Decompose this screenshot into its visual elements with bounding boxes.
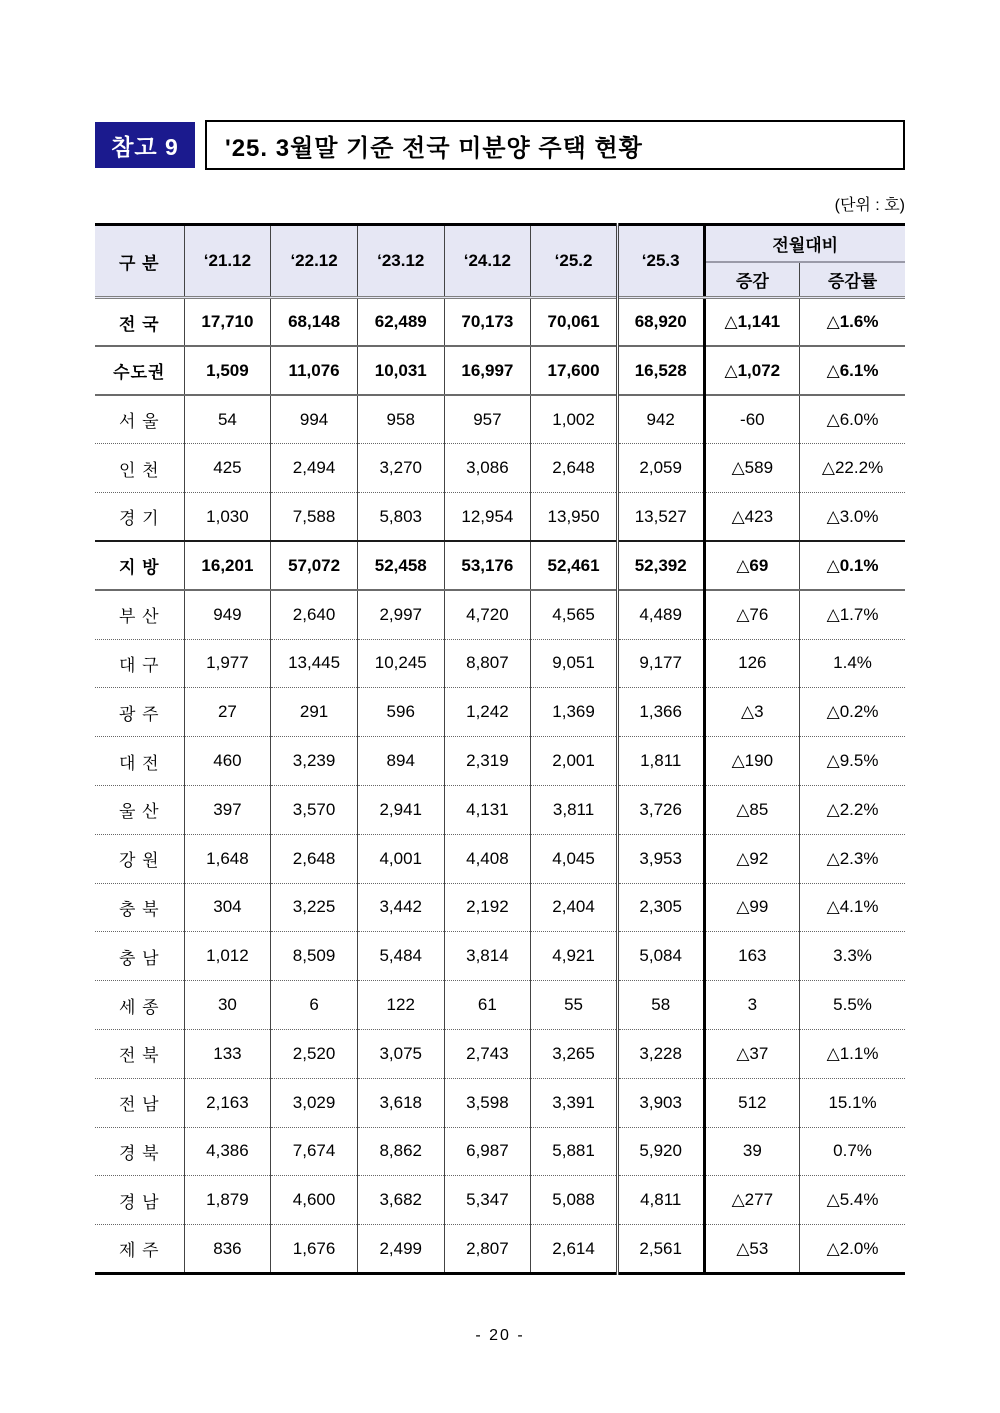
value-cell: 4,720: [444, 590, 531, 639]
value-cell: 7,588: [271, 493, 358, 542]
value-cell: 958: [357, 395, 444, 444]
value-cell: 3,075: [357, 1029, 444, 1078]
value-cell: 3,953: [617, 834, 704, 883]
region-label: 광 주: [95, 688, 184, 737]
region-label: 대 전: [95, 737, 184, 786]
value-cell: 3,682: [357, 1176, 444, 1225]
col-header-change-rate: 증감률: [800, 262, 905, 298]
table-row: [95, 639, 905, 688]
page-title: '25. 3월말 기준 전국 미분양 주택 현황: [205, 120, 905, 170]
change-value: 3: [704, 981, 800, 1030]
unit-note: (단위 : 호): [834, 197, 905, 214]
value-cell: 425: [184, 444, 271, 493]
value-cell: 4,386: [184, 1127, 271, 1176]
change-value: -60: [704, 395, 800, 444]
value-cell: 3,265: [531, 1029, 618, 1078]
value-cell: 52,461: [531, 541, 618, 590]
value-cell: 942: [617, 395, 704, 444]
change-rate-value: △2.2%: [800, 785, 905, 834]
change-value: △589: [704, 444, 800, 493]
change-value: △76: [704, 590, 800, 639]
region-label: 인 천: [95, 444, 184, 493]
value-cell: 5,920: [617, 1127, 704, 1176]
value-cell: 3,618: [357, 1078, 444, 1127]
value-cell: 17,600: [531, 346, 618, 395]
value-cell: 5,084: [617, 932, 704, 981]
region-label: 수도권: [95, 346, 184, 395]
change-rate-value: △9.5%: [800, 737, 905, 786]
value-cell: 70,061: [531, 298, 618, 347]
region-label: 경 북: [95, 1127, 184, 1176]
value-cell: 1,676: [271, 1225, 358, 1274]
value-cell: 4,811: [617, 1176, 704, 1225]
value-cell: 7,674: [271, 1127, 358, 1176]
value-cell: 596: [357, 688, 444, 737]
value-cell: 460: [184, 737, 271, 786]
value-cell: 55: [531, 981, 618, 1030]
value-cell: 3,598: [444, 1078, 531, 1127]
value-cell: 10,031: [357, 346, 444, 395]
table-row: [95, 298, 905, 347]
change-rate-value: △5.4%: [800, 1176, 905, 1225]
table-row: [95, 785, 905, 834]
value-cell: 2,640: [271, 590, 358, 639]
value-cell: 9,177: [617, 639, 704, 688]
change-value: 512: [704, 1078, 800, 1127]
value-cell: 13,527: [617, 493, 704, 542]
col-header-2312: ‘23.12: [357, 225, 444, 298]
change-value: △277: [704, 1176, 800, 1225]
value-cell: 3,228: [617, 1029, 704, 1078]
region-label: 부 산: [95, 590, 184, 639]
col-header-category: 구 분: [95, 225, 184, 298]
value-cell: 1,509: [184, 346, 271, 395]
value-cell: 3,903: [617, 1078, 704, 1127]
value-cell: 52,392: [617, 541, 704, 590]
table-row: [95, 1078, 905, 1127]
value-cell: 957: [444, 395, 531, 444]
region-label: 경 기: [95, 493, 184, 542]
value-cell: 2,520: [271, 1029, 358, 1078]
table-row: [95, 444, 905, 493]
value-cell: 2,305: [617, 883, 704, 932]
value-cell: 2,001: [531, 737, 618, 786]
value-cell: 291: [271, 688, 358, 737]
change-rate-value: △1.1%: [800, 1029, 905, 1078]
value-cell: 3,391: [531, 1078, 618, 1127]
value-cell: 122: [357, 981, 444, 1030]
value-cell: 3,442: [357, 883, 444, 932]
value-cell: 4,131: [444, 785, 531, 834]
value-cell: 2,648: [531, 444, 618, 493]
value-cell: 13,950: [531, 493, 618, 542]
change-rate-value: △2.3%: [800, 834, 905, 883]
value-cell: 16,997: [444, 346, 531, 395]
table-row: [95, 737, 905, 786]
table-row: [95, 688, 905, 737]
region-label: 지 방: [95, 541, 184, 590]
value-cell: 2,404: [531, 883, 618, 932]
change-value: 39: [704, 1127, 800, 1176]
value-cell: 949: [184, 590, 271, 639]
region-label: 세 종: [95, 981, 184, 1030]
change-rate-value: △1.7%: [800, 590, 905, 639]
value-cell: 3,029: [271, 1078, 358, 1127]
col-header-2112: ‘21.12: [184, 225, 271, 298]
value-cell: 54: [184, 395, 271, 444]
value-cell: 27: [184, 688, 271, 737]
value-cell: 1,242: [444, 688, 531, 737]
col-header-253: ‘25.3: [617, 225, 704, 298]
value-cell: 4,600: [271, 1176, 358, 1225]
change-value: △85: [704, 785, 800, 834]
value-cell: 1,012: [184, 932, 271, 981]
value-cell: 1,977: [184, 639, 271, 688]
value-cell: 70,173: [444, 298, 531, 347]
table-row: [95, 1029, 905, 1078]
region-label: 전 남: [95, 1078, 184, 1127]
value-cell: 4,565: [531, 590, 618, 639]
value-cell: 4,408: [444, 834, 531, 883]
value-cell: 52,458: [357, 541, 444, 590]
table-row: [95, 932, 905, 981]
region-label: 대 구: [95, 639, 184, 688]
value-cell: 2,561: [617, 1225, 704, 1274]
value-cell: 6,987: [444, 1127, 531, 1176]
value-cell: 2,499: [357, 1225, 444, 1274]
change-value: △37: [704, 1029, 800, 1078]
value-cell: 4,045: [531, 834, 618, 883]
value-cell: 68,920: [617, 298, 704, 347]
table-row: [95, 981, 905, 1030]
value-cell: 8,509: [271, 932, 358, 981]
value-cell: 1,002: [531, 395, 618, 444]
value-cell: 11,076: [271, 346, 358, 395]
value-cell: 12,954: [444, 493, 531, 542]
change-rate-value: △4.1%: [800, 883, 905, 932]
value-cell: 8,807: [444, 639, 531, 688]
table-row: [95, 590, 905, 639]
page-number: - 20 -: [475, 1327, 525, 1344]
value-cell: 2,997: [357, 590, 444, 639]
value-cell: 3,239: [271, 737, 358, 786]
value-cell: 61: [444, 981, 531, 1030]
value-cell: 30: [184, 981, 271, 1030]
region-label: 울 산: [95, 785, 184, 834]
document-header: [95, 120, 905, 170]
value-cell: 3,726: [617, 785, 704, 834]
table-row: [95, 541, 905, 590]
value-cell: 4,921: [531, 932, 618, 981]
table-row: [95, 834, 905, 883]
value-cell: 2,163: [184, 1078, 271, 1127]
value-cell: 2,648: [271, 834, 358, 883]
change-rate-value: 15.1%: [800, 1078, 905, 1127]
region-label: 경 남: [95, 1176, 184, 1225]
value-cell: 9,051: [531, 639, 618, 688]
col-header-252: ‘25.2: [531, 225, 618, 298]
value-cell: 2,192: [444, 883, 531, 932]
value-cell: 2,494: [271, 444, 358, 493]
change-value: △1,072: [704, 346, 800, 395]
region-label: 충 북: [95, 883, 184, 932]
change-rate-value: △22.2%: [800, 444, 905, 493]
change-rate-value: △0.2%: [800, 688, 905, 737]
table-row: [95, 1176, 905, 1225]
value-cell: 10,245: [357, 639, 444, 688]
reference-badge: 참고 9: [95, 122, 195, 168]
value-cell: 2,059: [617, 444, 704, 493]
unsold-housing-table: [95, 223, 905, 1275]
value-cell: 58: [617, 981, 704, 1030]
region-label: 강 원: [95, 834, 184, 883]
value-cell: 13,445: [271, 639, 358, 688]
table-row: [95, 395, 905, 444]
col-header-change: 증감: [704, 262, 800, 298]
value-cell: 4,489: [617, 590, 704, 639]
value-cell: 2,941: [357, 785, 444, 834]
change-value: △1,141: [704, 298, 800, 347]
value-cell: 53,176: [444, 541, 531, 590]
value-cell: 4,001: [357, 834, 444, 883]
value-cell: 17,710: [184, 298, 271, 347]
change-rate-value: 1.4%: [800, 639, 905, 688]
region-label: 서 울: [95, 395, 184, 444]
change-rate-value: 0.7%: [800, 1127, 905, 1176]
value-cell: 1,030: [184, 493, 271, 542]
value-cell: 397: [184, 785, 271, 834]
col-header-mom: 전월대비: [704, 225, 905, 262]
value-cell: 3,570: [271, 785, 358, 834]
change-rate-value: △6.0%: [800, 395, 905, 444]
value-cell: 57,072: [271, 541, 358, 590]
change-value: 163: [704, 932, 800, 981]
region-label: 전 국: [95, 298, 184, 347]
value-cell: 836: [184, 1225, 271, 1274]
region-label: 충 남: [95, 932, 184, 981]
change-rate-value: △6.1%: [800, 346, 905, 395]
table-row: [95, 493, 905, 542]
change-value: △92: [704, 834, 800, 883]
value-cell: 6: [271, 981, 358, 1030]
col-header-2212: ‘22.12: [271, 225, 358, 298]
value-cell: 2,807: [444, 1225, 531, 1274]
value-cell: 3,270: [357, 444, 444, 493]
change-rate-value: △3.0%: [800, 493, 905, 542]
change-value: △423: [704, 493, 800, 542]
value-cell: 133: [184, 1029, 271, 1078]
value-cell: 16,528: [617, 346, 704, 395]
region-label: 전 북: [95, 1029, 184, 1078]
value-cell: 68,148: [271, 298, 358, 347]
value-cell: 894: [357, 737, 444, 786]
change-rate-value: △2.0%: [800, 1225, 905, 1274]
value-cell: 1,648: [184, 834, 271, 883]
value-cell: 1,879: [184, 1176, 271, 1225]
region-label: 제 주: [95, 1225, 184, 1274]
value-cell: 5,881: [531, 1127, 618, 1176]
table-body: [95, 298, 905, 1274]
change-rate-value: △1.6%: [800, 298, 905, 347]
change-rate-value: 3.3%: [800, 932, 905, 981]
value-cell: 5,803: [357, 493, 444, 542]
value-cell: 3,225: [271, 883, 358, 932]
value-cell: 5,347: [444, 1176, 531, 1225]
value-cell: 5,088: [531, 1176, 618, 1225]
table-row: [95, 1225, 905, 1274]
table-row: [95, 346, 905, 395]
value-cell: 2,319: [444, 737, 531, 786]
value-cell: 994: [271, 395, 358, 444]
value-cell: 8,862: [357, 1127, 444, 1176]
value-cell: 304: [184, 883, 271, 932]
value-cell: 1,366: [617, 688, 704, 737]
change-value: △69: [704, 541, 800, 590]
value-cell: 3,811: [531, 785, 618, 834]
change-value: △190: [704, 737, 800, 786]
change-rate-value: △0.1%: [800, 541, 905, 590]
change-value: △3: [704, 688, 800, 737]
table-header: [95, 225, 905, 298]
change-rate-value: 5.5%: [800, 981, 905, 1030]
value-cell: 1,811: [617, 737, 704, 786]
value-cell: 2,743: [444, 1029, 531, 1078]
value-cell: 62,489: [357, 298, 444, 347]
value-cell: 2,614: [531, 1225, 618, 1274]
change-value: △53: [704, 1225, 800, 1274]
change-value: △99: [704, 883, 800, 932]
table-row: [95, 1127, 905, 1176]
value-cell: 3,814: [444, 932, 531, 981]
value-cell: 3,086: [444, 444, 531, 493]
value-cell: 16,201: [184, 541, 271, 590]
value-cell: 1,369: [531, 688, 618, 737]
change-value: 126: [704, 639, 800, 688]
value-cell: 5,484: [357, 932, 444, 981]
table-row: [95, 883, 905, 932]
col-header-2412: ‘24.12: [444, 225, 531, 298]
